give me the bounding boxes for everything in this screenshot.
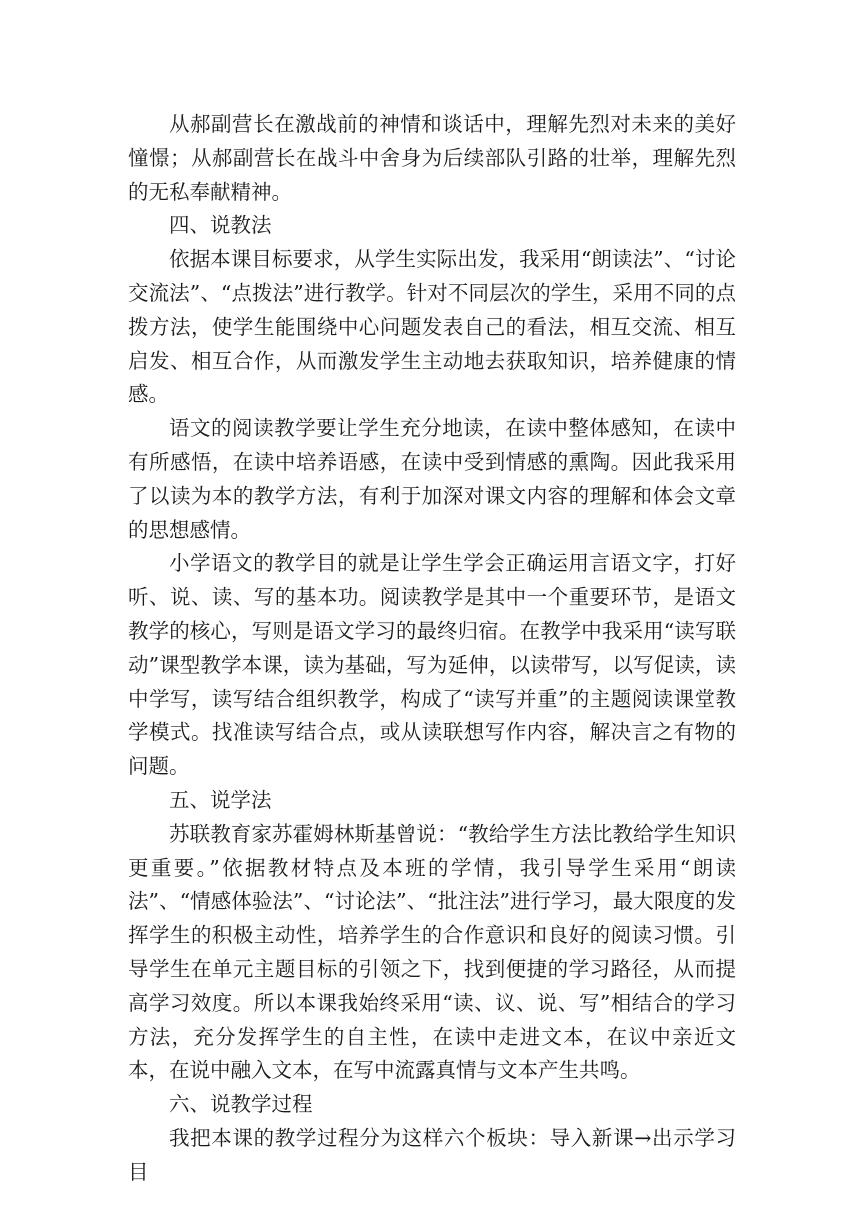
paragraph-teaching-methods: 依据本课目标要求，从学生实际出发，我采用“朗读法”、“讨论交流法”、“点拨法”进行教学。针对不同层次的学生，采用不同的点拨方法，使学生能围绕中心问题发表自己的看法，相互交流、相互启发、相互合作，从而激发学生主动地去获取知识，培养健康的情感。: [128, 247, 736, 407]
section-heading-teaching-process: 六、说教学过程: [169, 1092, 313, 1117]
paragraph-reading-instruction: 语文的阅读教学要让学生充分地读，在读中整体感知，在读中有所感悟，在读中培养语感，在读中受到情感的熏陶。因此我采用了以读为本的教学方法，有利于加深对课文内容的理解和体会文章的思想感情。: [128, 416, 736, 542]
section-heading-teaching-methods: 四、说教法: [169, 213, 272, 238]
paragraph-hao-ideals: 从郝副营长在激战前的神情和谈话中，理解先烈对未来的美好憧憬；从郝副营长在战斗中舍身为后续部队引路的壮举，理解先烈的无私奉献精神。: [128, 112, 736, 204]
paragraph-learning-methods: 苏联教育家苏霍姆林斯基曾说：“教给学生方法比教给学生知识更重要。”依据教材特点及本班的学情，我引导学生采用“朗读法”、“情感体验法”、“讨论法”、“批注法”进行学习，最大限度的发挥学生的积极主动性，培养学生的合作意识和良好的阅读习惯。引导学生在单元主题目标的引领之下，找到便捷的学习路径，从而提高学习效度。所以本课我始终采用“读、议、说、写”相结合的学习方法，充分发挥学生的自主性，在读中走进文本，在议中亲近文本，在说中融入文本，在写中流露真情与文本产生共鸣。: [128, 821, 736, 1083]
paragraph-teaching-process: 我把本课的教学过程分为这样六个板块：导入新课→出示学习目: [128, 1125, 736, 1184]
section-heading-learning-methods: 五、说学法: [169, 787, 272, 812]
paragraph-reading-writing: 小学语文的教学目的就是让学生学会正确运用言语文字，打好听、说、读、写的基本功。阅读教学是其中一个重要环节，是语文教学的核心，写则是语文学习的最终归宿。在教学中我采用“读写联动”课型教学本课，读为基础，写为延伸，以读带写，以写促读，读中学写，读写结合组织教学，构成了“读写并重”的主题阅读课堂教学模式。找准读写结合点，或从读联想写作内容，解决言之有物的问题。: [128, 551, 736, 779]
